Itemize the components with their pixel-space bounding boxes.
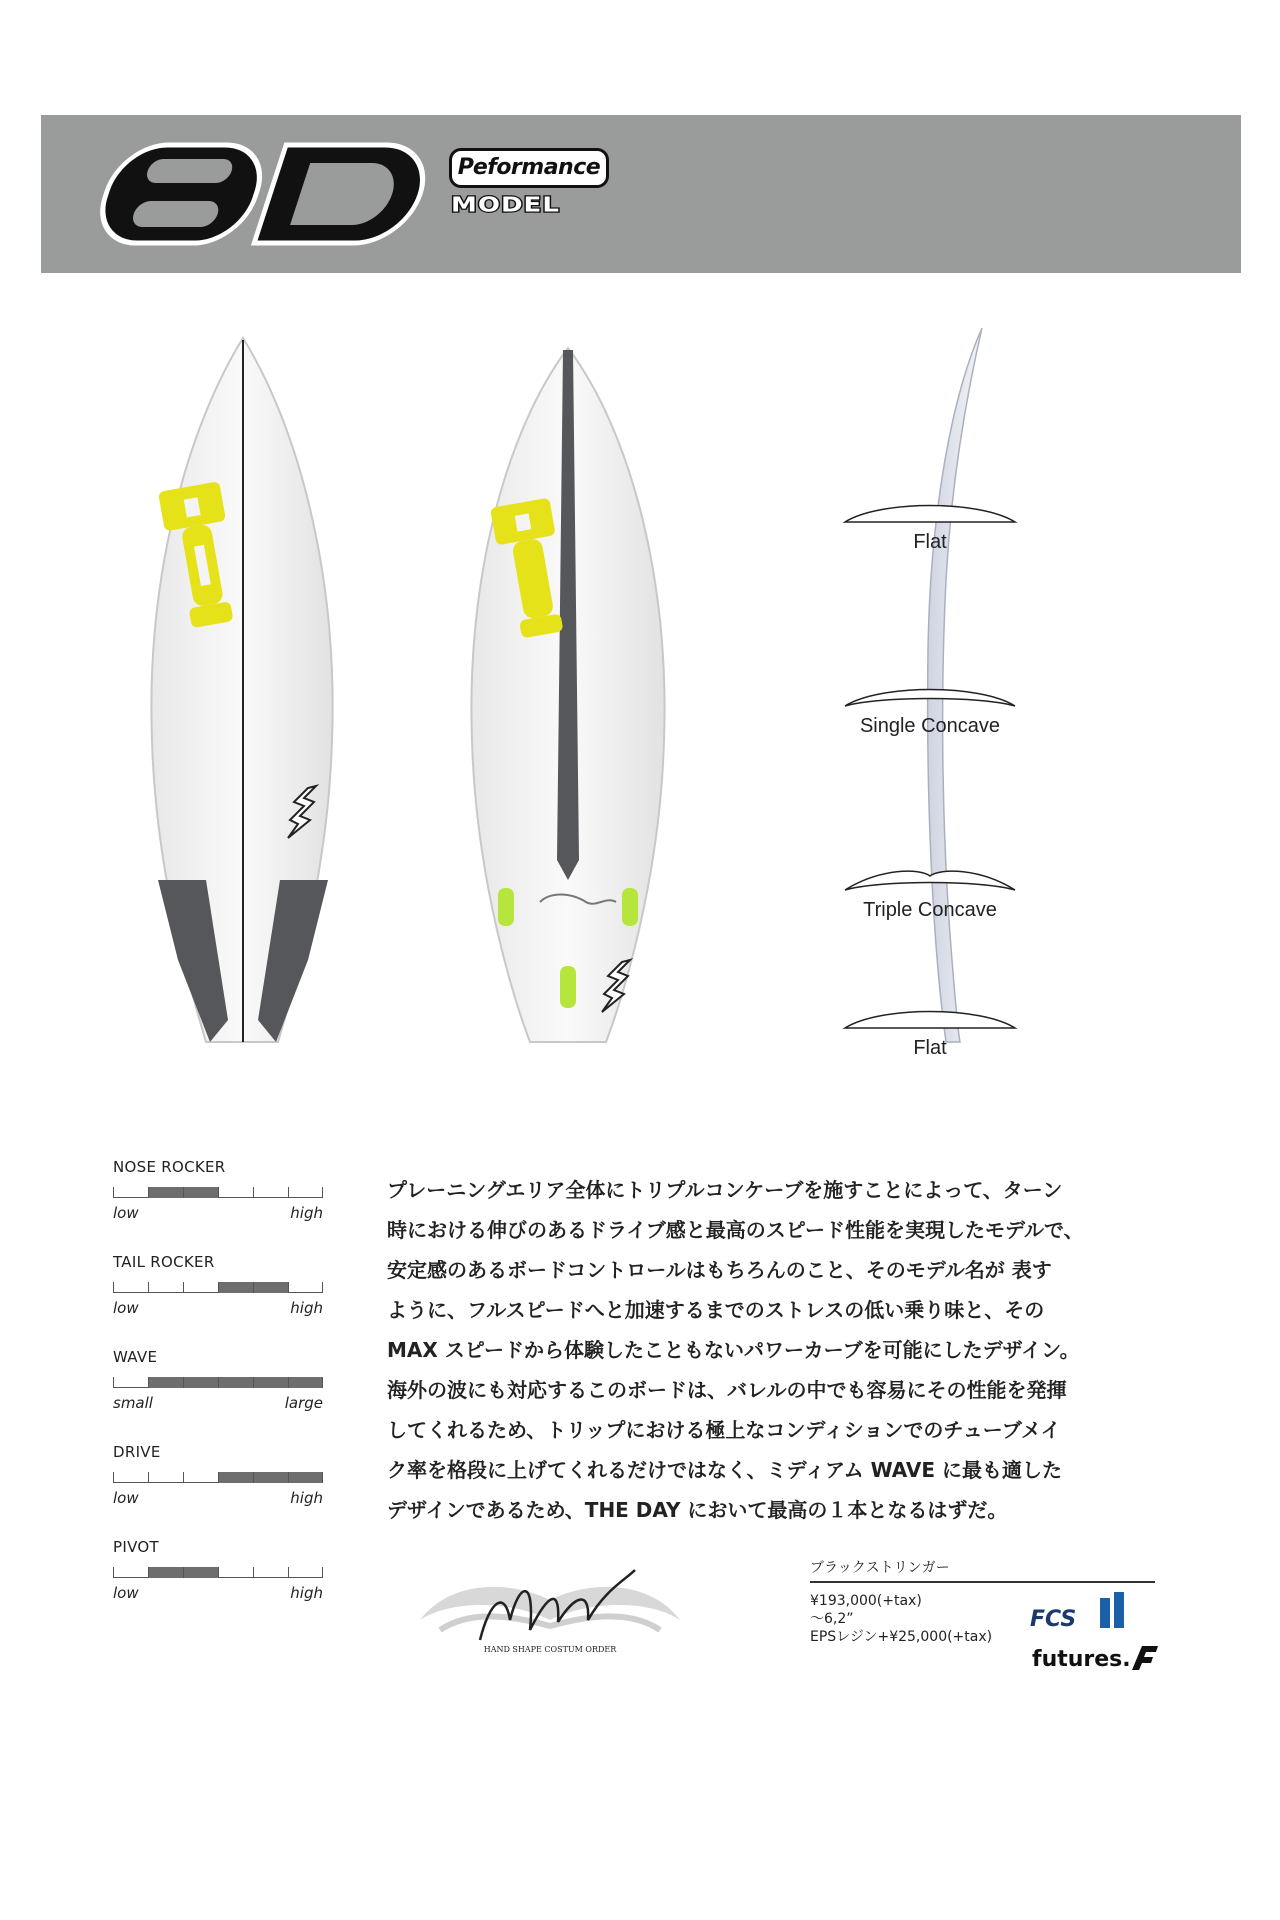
scale-tick — [183, 1187, 184, 1198]
scale-tick — [218, 1472, 219, 1483]
rating-scale — [113, 1564, 323, 1578]
scale-tick — [113, 1472, 114, 1483]
scale-tick — [113, 1187, 114, 1198]
scale-tick — [253, 1187, 254, 1198]
rating-low-label: low — [113, 1204, 139, 1222]
scale-tick — [322, 1282, 323, 1293]
scale-tick — [113, 1377, 114, 1388]
scale-tick — [218, 1377, 219, 1388]
model-wordmark: MODEL — [451, 193, 560, 217]
scale-tick — [322, 1567, 323, 1578]
scale-tick — [183, 1377, 184, 1388]
rating-high-label: high — [290, 1489, 323, 1507]
price-value: ¥193,000(+tax) — [810, 1593, 922, 1609]
rating-low-label: low — [113, 1489, 139, 1507]
scale-tick — [288, 1472, 289, 1483]
stringer-title: ブラックストリンガー — [810, 1557, 1155, 1583]
rating-high-label: high — [290, 1204, 323, 1222]
surfboard-illustrations — [0, 320, 1280, 1050]
scale-tick — [113, 1567, 114, 1578]
rating-tail-rocker — [113, 1253, 333, 1348]
scale-tick — [218, 1187, 219, 1198]
rating-drive — [113, 1443, 333, 1538]
scale-tick — [288, 1187, 289, 1198]
scale-tick — [253, 1282, 254, 1293]
scale-tick — [148, 1377, 149, 1388]
rating-low-label: low — [113, 1584, 139, 1602]
rating-high-label: high — [290, 1584, 323, 1602]
profile-label-single-concave: Single Concave — [859, 715, 1001, 737]
fcs-text: FCS — [1030, 1607, 1077, 1632]
rating-title: WAVE — [113, 1348, 158, 1366]
rating-title: TAIL ROCKER — [113, 1253, 215, 1271]
size-value: 〜6,2” — [810, 1611, 854, 1627]
scale-tick — [288, 1567, 289, 1578]
scale-tick — [148, 1187, 149, 1198]
board-deck — [151, 338, 332, 1042]
eps-price: EPSレジン+¥25,000(+tax) — [810, 1629, 993, 1645]
scale-fill — [218, 1472, 323, 1483]
board-side-profile — [845, 328, 1015, 1042]
shaper-signature — [410, 1560, 690, 1660]
scale-tick — [253, 1377, 254, 1388]
signature-caption: HAND SHAPE COSTUM ORDER — [483, 1645, 617, 1654]
scale-tick — [253, 1567, 254, 1578]
rating-title: NOSE ROCKER — [113, 1158, 226, 1176]
logo-8d — [88, 139, 428, 249]
scale-tick — [322, 1472, 323, 1483]
scale-tick — [322, 1377, 323, 1388]
rating-title: PIVOT — [113, 1538, 159, 1556]
profile-label-flat-top: Flat — [913, 531, 947, 553]
scale-tick — [218, 1567, 219, 1578]
scale-tick — [148, 1282, 149, 1293]
rating-low-label: low — [113, 1299, 139, 1317]
rating-high-label: high — [290, 1299, 323, 1317]
model-description: プレーニングエリア全体にトリプルコンケーブを施すことによって、ターン 時における伸びのあるドライブ感と最高のスピード性能を実現したモデルで、 安定感のあるボードコントロールはもちろんのこと、そのモデル名が 表す ように、フルスピードへと加速するまでのストレスの低い乗り味と、その MAX スピードから体験したこともないパワーカーブを可能にしたデザイン。 海外の波にも対応するこのボードは、バレルの中でも容易にその性能を発揮 してくれるため、トリップにおける極上なコンディションでのチューブメイ ク率を格段に上げてくれるだけではなく、ミディアム WAVE に最も適した デザインであるため、THE DAY において最高の１本となるはずだ。 — [387, 1178, 1084, 1522]
scale-tick — [183, 1472, 184, 1483]
scale-fill — [148, 1377, 323, 1388]
profile-label-triple-concave: Triple Concave — [863, 899, 997, 921]
scale-tick — [148, 1472, 149, 1483]
rating-wave — [113, 1348, 333, 1443]
performance-badge: Peformance — [449, 148, 609, 188]
rating-high-label: large — [284, 1394, 323, 1412]
futures-text: futures. — [1032, 1647, 1131, 1672]
price-block — [810, 1592, 992, 1646]
rating-scale — [113, 1469, 323, 1483]
scale-tick — [288, 1377, 289, 1388]
rating-title: DRIVE — [113, 1443, 161, 1461]
fcs-logo — [1030, 1592, 1140, 1632]
rating-nose-rocker — [113, 1158, 333, 1253]
scale-tick — [113, 1282, 114, 1293]
scale-tick — [218, 1282, 219, 1293]
rating-scale — [113, 1374, 323, 1388]
rating-scale — [113, 1279, 323, 1293]
scale-tick — [148, 1567, 149, 1578]
scale-tick — [288, 1282, 289, 1293]
rating-pivot — [113, 1538, 333, 1633]
futures-logo — [1032, 1640, 1162, 1676]
rating-list — [113, 1158, 333, 1633]
board-bottom — [471, 348, 664, 1042]
scale-tick — [253, 1472, 254, 1483]
profile-label-flat-bottom: Flat — [913, 1037, 947, 1059]
scale-tick — [322, 1187, 323, 1198]
scale-tick — [183, 1567, 184, 1578]
scale-tick — [183, 1282, 184, 1293]
rating-scale — [113, 1184, 323, 1198]
rating-low-label: small — [113, 1394, 153, 1412]
header-banner — [41, 115, 1241, 273]
